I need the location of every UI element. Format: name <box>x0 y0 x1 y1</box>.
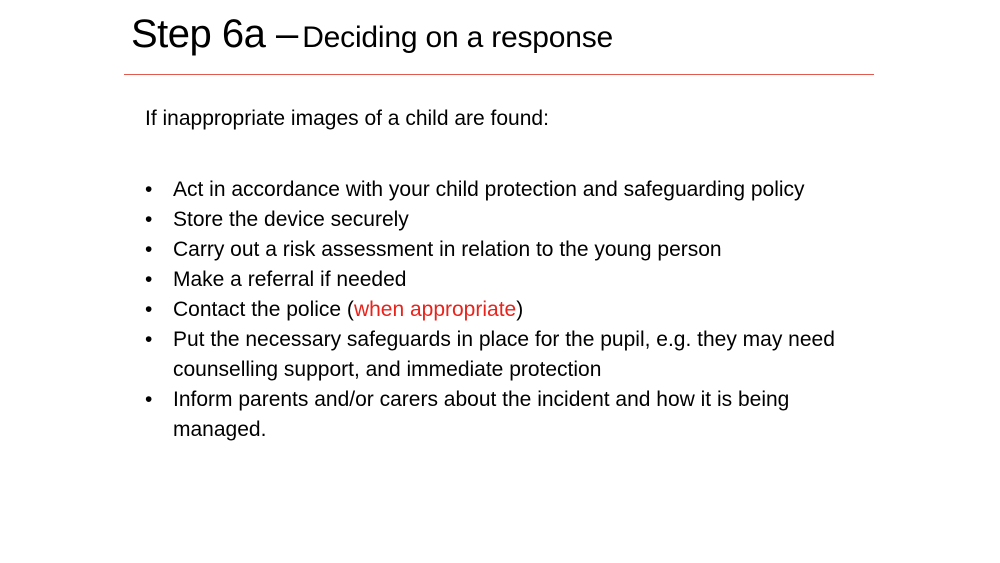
title-sub: Deciding on a response <box>302 21 614 54</box>
bullet-item-store-device <box>145 205 865 235</box>
bullet-text: Store the device securely <box>173 208 409 231</box>
bullet-text-after: ) <box>516 298 524 321</box>
title-main: Step 6a – <box>131 12 298 56</box>
bullet-item-child-protection-policy <box>145 175 865 205</box>
bullet-item-contact-police <box>145 295 865 325</box>
bullet-icon: • <box>145 298 153 321</box>
bullet-item-risk-assessment <box>145 235 865 265</box>
bullet-icon: • <box>145 178 153 201</box>
bullet-list <box>145 175 865 445</box>
bullet-icon: • <box>145 238 153 261</box>
bullet-icon: • <box>145 388 153 411</box>
bullet-text: Carry out a risk assessment in relation to the young person <box>173 238 722 261</box>
bullet-text: Put the necessary safeguards in place for the pupil, e.g. they may need counselling support, and immediate protection <box>173 328 835 381</box>
bullet-icon: • <box>145 328 153 351</box>
bullet-text: Inform parents and/or carers about the incident and how it is being managed. <box>173 388 790 441</box>
bullet-icon: • <box>145 208 153 231</box>
bullet-item-safeguards <box>145 325 865 385</box>
bullet-text: Act in accordance with your child protection and safeguarding policy <box>173 178 805 201</box>
intro-text: If inappropriate images of a child are found: <box>145 107 549 130</box>
bullet-icon: • <box>145 268 153 291</box>
bullet-item-inform-parents <box>145 385 865 445</box>
title-divider <box>124 74 874 75</box>
bullet-text: Make a referral if needed <box>173 268 407 291</box>
slide-title <box>131 14 613 54</box>
bullet-text-before: Contact the police ( <box>173 298 354 321</box>
bullet-text-highlight: when appropriate <box>353 298 517 321</box>
bullet-item-referral <box>145 265 865 295</box>
